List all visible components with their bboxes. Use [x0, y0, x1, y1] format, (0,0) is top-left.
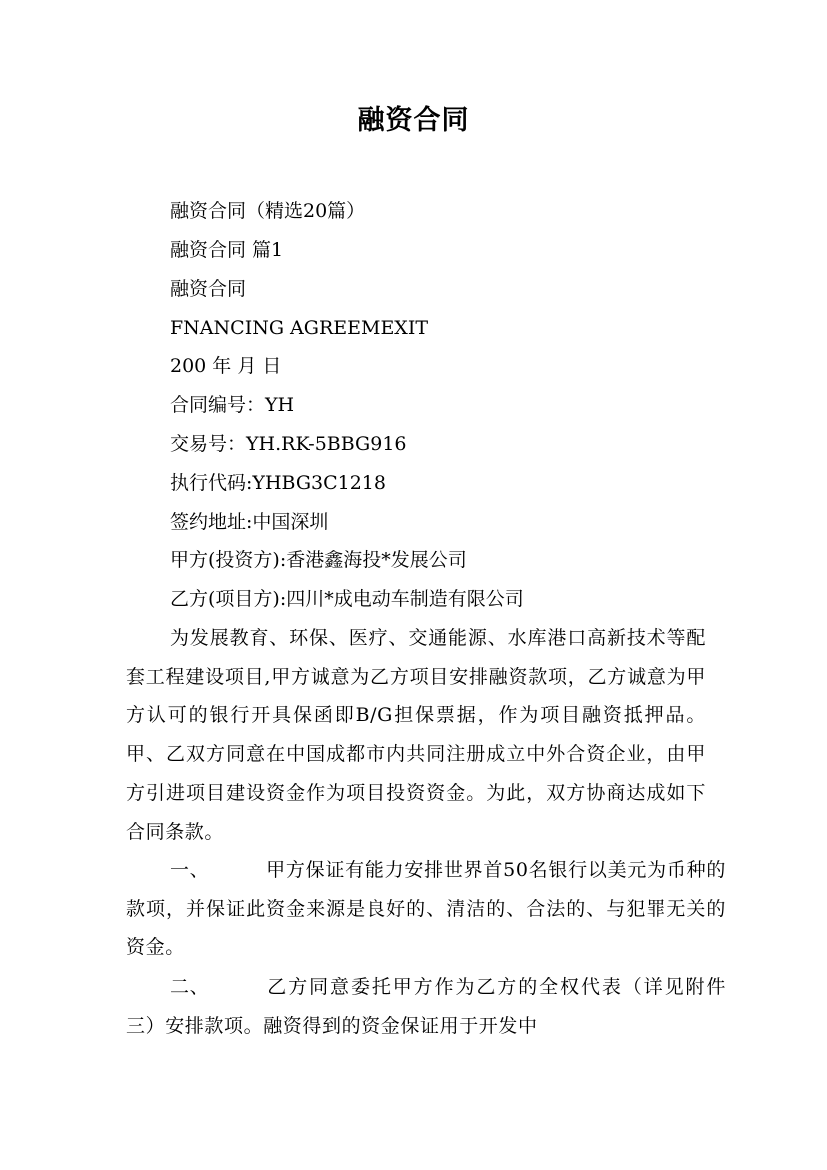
contract-name-english: FNANCING AGREEMEXIT: [170, 317, 429, 339]
clause-1-text: 甲方保证有能力安排世界首50名银行以美元为币种的款项，并保证此资金来源是良好的、清洁的、合法的、与犯罪无关的资金。: [126, 859, 726, 959]
party-b: 乙方(项目方):四川*成电动车制造有限公司: [170, 588, 524, 610]
clause-2-number: 二、: [170, 976, 210, 998]
clause-1: [126, 851, 726, 967]
party-a: 甲方(投资方):香港鑫海投*发展公司: [170, 549, 467, 571]
clause-2-text: 乙方同意委托甲方作为乙方的全权代表（详见附件三）安排款项。融资得到的资金保证用于开发中: [126, 976, 726, 1037]
subtitle-line: 融资合同（精选20篇）: [170, 200, 366, 222]
contract-name: 融资合同: [170, 278, 247, 300]
section-heading: 融资合同 篇1: [170, 239, 284, 261]
clause-2: [126, 968, 726, 1045]
contract-number: 合同编号：YH: [170, 394, 295, 416]
execution-code: 执行代码:YHBG3C1218: [170, 472, 386, 494]
contract-date: 200 年 月 日: [170, 355, 282, 377]
signing-address: 签约地址:中国深圳: [170, 511, 329, 533]
clause-1-number: 一、: [170, 859, 210, 881]
document-title: 融资合同: [357, 105, 470, 136]
transaction-number: 交易号：YH.RK-5BBG916: [170, 433, 407, 455]
intro-paragraph: 为发展教育、环保、医疗、交通能源、水库港口高新技术等配套工程建设项目,甲方诚意为乙方项目安排融资款项，乙方诚意为甲方认可的银行开具保函即B/G担保票据，作为项目融资抵押品。甲、乙双方同意在中国成都市内共同注册成立中外合资企业，由甲方引进项目建设资金作为项目投资资金。为此，双方协商达成如下合同条款。: [126, 627, 706, 843]
